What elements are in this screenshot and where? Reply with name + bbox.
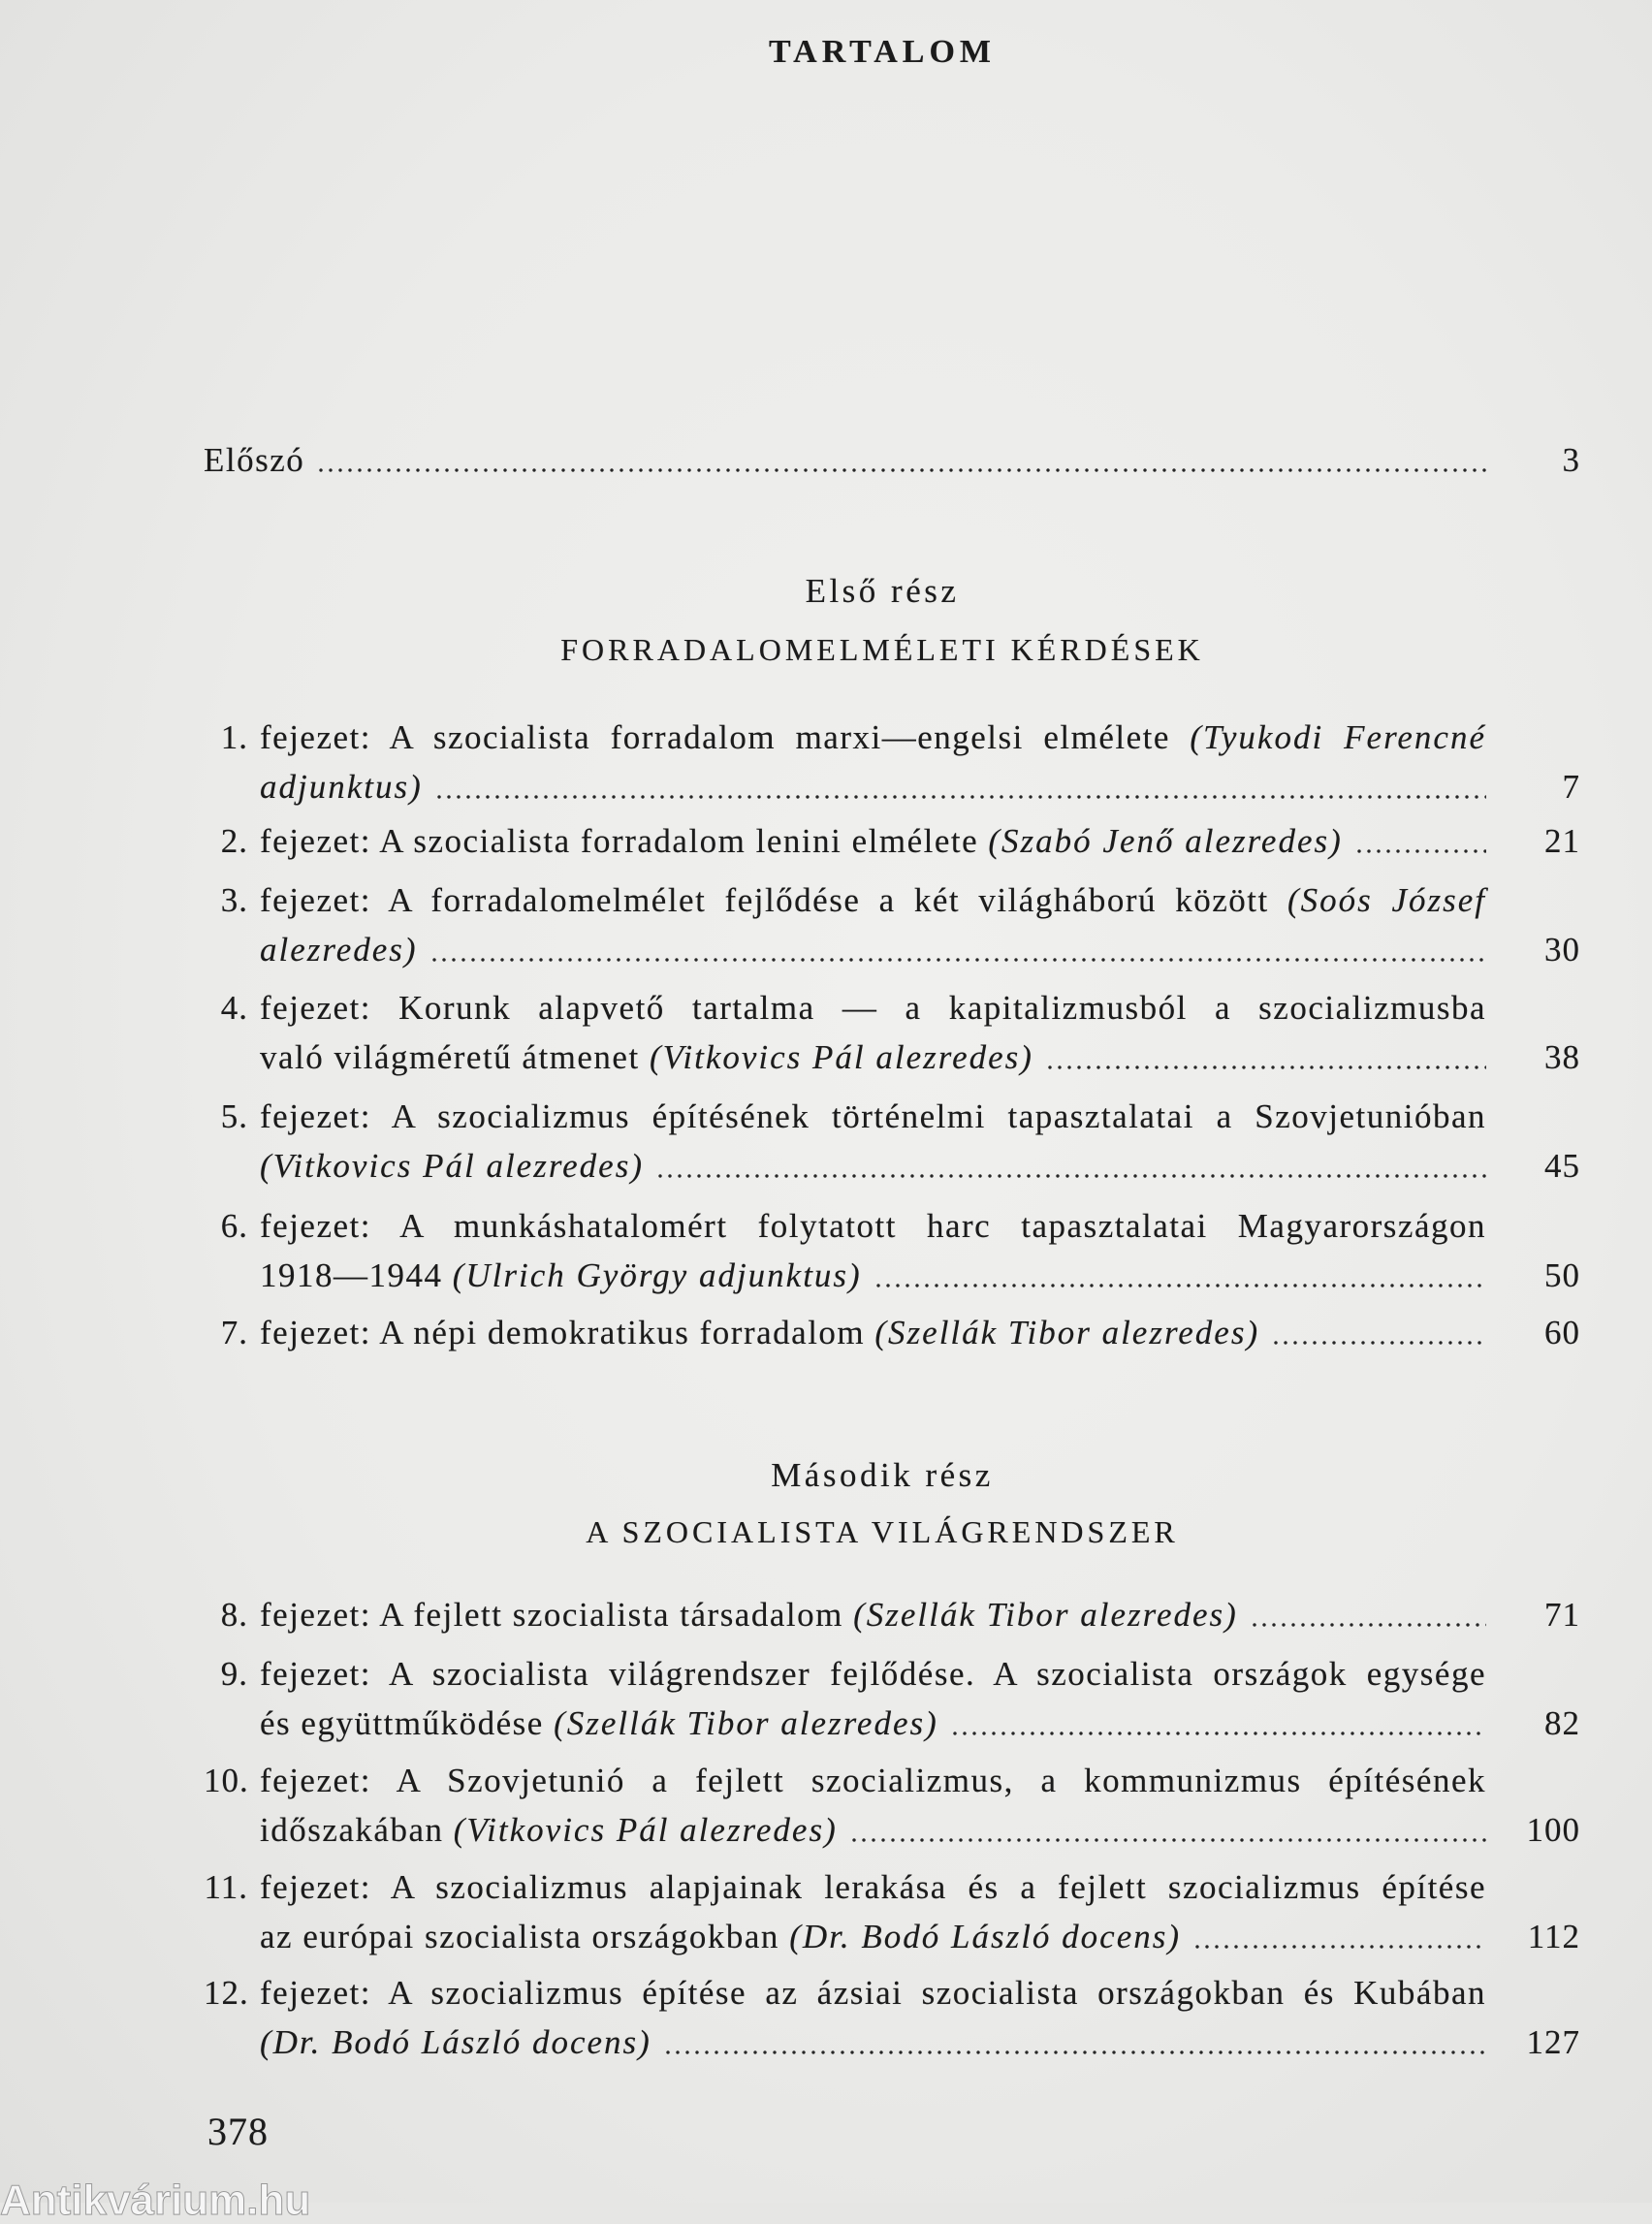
chapter-leader-line [260,1699,1580,1748]
chapter-leader-line [260,1590,1580,1639]
chapter-leader-line [260,762,1580,811]
chapter-author: (Dr. Bodó László docens) [789,1918,1182,1955]
chapter-number: 12. [204,1974,249,2012]
dot-leader [663,2017,1486,2067]
chapter-title-continued: való világméretű átmenet [260,1038,640,1076]
chapter-leader-line [260,1805,1580,1855]
dot-leader [849,1805,1486,1855]
chapter-author-continued: adjunktus) [260,768,423,806]
page-number: 7 [1562,768,1580,806]
chapter-title-line [260,1756,1486,1805]
chapter-title-continued: és együttműködése [260,1704,544,1742]
chapter-number: 10. [204,1762,249,1799]
part-1-label: Első rész [805,572,960,610]
dot-leader [434,762,1486,811]
chapter-title: fejezet: A szocializmus építése az ázsiai szocialista országokban és Kubában [260,1974,1486,2012]
chapter-title-line [260,1201,1486,1251]
chapter-number: 1. [220,718,248,756]
chapter-leader-line [260,1141,1580,1191]
page-number: 127 [1526,2023,1580,2061]
chapter-author: (Vitkovics Pál alezredes) [260,1147,644,1185]
chapter-author: (Szellák Tibor alezredes) [554,1704,938,1742]
watermark [0,2176,407,2224]
dot-leader [316,435,1486,485]
chapter-title-line [260,875,1486,925]
part-2-title: A SZOCIALISTA VILÁGRENDSZER [586,1514,1179,1549]
book-page-number: 378 [207,2110,269,2153]
chapter-number: 6. [220,1207,248,1245]
chapter-number: 3. [220,881,248,919]
part-1-title: FORRADALOMELMÉLETI KÉRDÉSEK [560,632,1204,667]
chapter-leader-line [260,1912,1580,1961]
chapter-title: fejezet: Korunk alapvető tartalma — a kapitalizmusból a szocializmusba [260,989,1486,1027]
page-number: 3 [1562,441,1580,479]
page-number: 112 [1527,1918,1580,1955]
chapter-title: fejezet: A szocialista forradalom lenini elmélete [260,822,979,860]
chapter-author: (Vitkovics Pál alezredes) [453,1811,838,1849]
chapter-title: fejezet: A munkáshatalomért folytatott harc tapasztalatai Magyarországon [260,1207,1486,1245]
chapter-title: fejezet: A szocialista világrendszer fejlődése. A szocialista országok egysége [260,1655,1486,1693]
dot-leader [1271,1308,1486,1357]
dot-leader [1192,1912,1486,1961]
chapter-author: (Szabó Jenő alezredes) [988,822,1343,860]
dot-leader [874,1251,1486,1300]
chapter-title: fejezet: A Szovjetunió a fejlett szocializmus, a kommunizmus építésének [260,1762,1486,1799]
chapter-number: 9. [220,1655,248,1693]
chapter-leader-line [260,2017,1580,2067]
dot-leader [429,925,1486,974]
chapter-title-line [260,713,1486,762]
chapter-title-line [260,983,1486,1033]
page-number: 82 [1544,1704,1580,1742]
chapter-author: (Szellák Tibor alezredes) [853,1596,1238,1634]
page-number: 50 [1544,1256,1580,1294]
chapter-author: (Tyukodi Ferencné [1190,718,1486,756]
chapter-number: 2. [220,822,248,860]
chapter-number: 7. [220,1314,248,1351]
dot-leader [1045,1033,1486,1082]
page-title: TARTALOM [769,34,996,70]
foreword-label: Előszó [204,441,305,479]
chapter-leader-line [260,1033,1580,1082]
chapter-title: fejezet: A szocializmus alapjainak lerakása és a fejlett szocializmus építése [260,1868,1486,1906]
chapter-leader-line [260,816,1580,866]
foreword-line [204,435,1580,485]
chapter-author: (Dr. Bodó László docens) [260,2023,651,2061]
chapter-number: 11. [204,1868,248,1906]
dot-leader [655,1141,1486,1191]
chapter-leader-line [260,1251,1580,1300]
dot-leader [1250,1590,1486,1639]
page-number: 45 [1544,1147,1580,1185]
chapter-number: 5. [220,1097,248,1135]
chapter-title-line [260,1092,1486,1141]
chapter-author: (Vitkovics Pál alezredes) [649,1038,1033,1076]
page-number: 38 [1544,1038,1580,1076]
chapter-title: fejezet: A fejlett szocialista társadalom [260,1596,843,1634]
chapter-title: fejezet: A szocializmus építésének történelmi tapasztalatai a Szovjetunióban [260,1097,1486,1135]
page-number: 21 [1544,822,1580,860]
part-2-label: Második rész [771,1456,994,1494]
chapter-number: 8. [220,1596,248,1634]
chapter-title-line [260,1862,1486,1912]
chapter-leader-line [260,925,1580,974]
toc-entry-foreword [204,435,1580,485]
page-number: 100 [1526,1811,1580,1849]
chapter-number: 4. [220,989,248,1027]
chapter-title-line [260,1649,1486,1699]
watermark-text: Antikvárium.hu [0,2176,311,2224]
chapter-author: (Soós József [1287,881,1487,919]
page-number: 30 [1544,931,1580,969]
chapter-leader-line [260,1308,1580,1357]
chapter-title: fejezet: A szocialista forradalom marxi—engelsi elmélete [260,718,1170,756]
page-number: 71 [1544,1596,1580,1634]
dot-leader [950,1699,1486,1748]
chapter-title: fejezet: A népi demokratikus forradalom [260,1314,866,1351]
chapter-author: (Szellák Tibor alezredes) [874,1314,1260,1351]
chapter-title-continued: az európai szocialista országokban [260,1918,779,1955]
chapter-title-continued: 1918—1944 [260,1256,443,1294]
chapter-title-line [260,1968,1486,2017]
chapter-author: (Ulrich György adjunktus) [452,1256,862,1294]
chapter-author-continued: alezredes) [260,931,418,969]
dot-leader [1354,816,1486,866]
page-number: 60 [1544,1314,1580,1351]
chapter-title: fejezet: A forradalomelmélet fejlődése a két világháború között [260,881,1269,919]
chapter-title-continued: időszakában [260,1811,444,1849]
